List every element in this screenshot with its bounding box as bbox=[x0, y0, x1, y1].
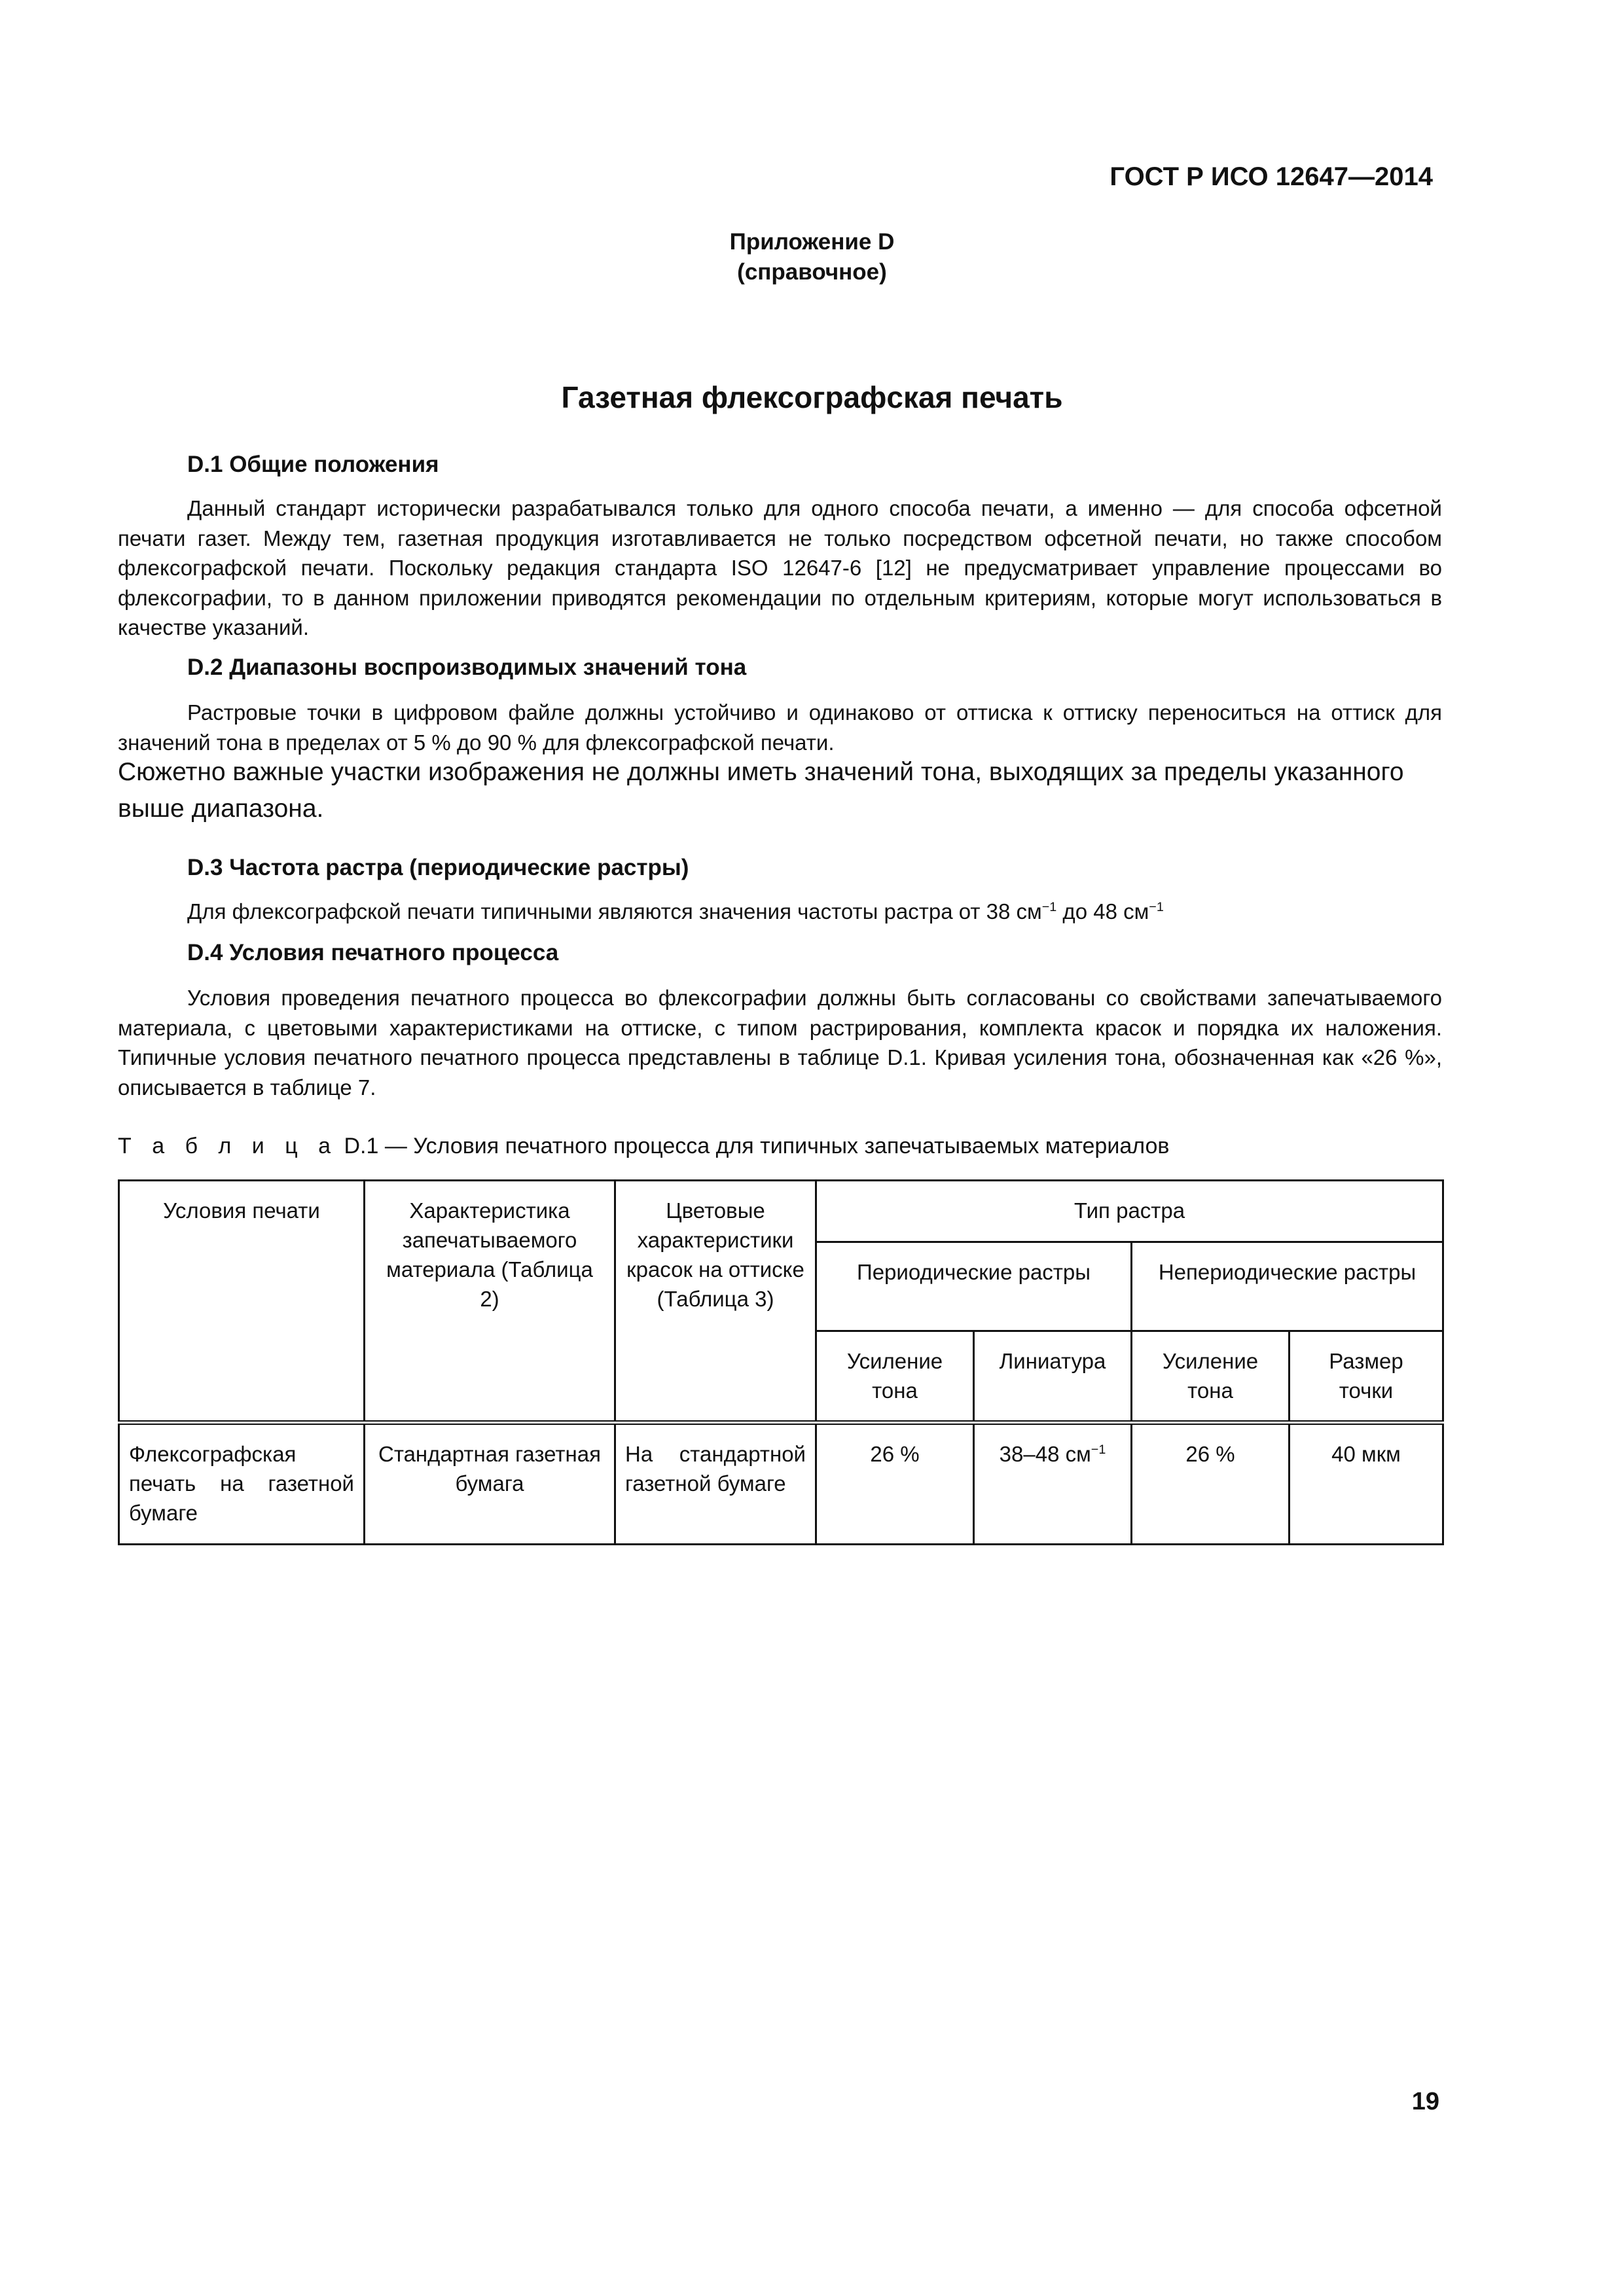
header-tone-gain-nonperiodic: Усиление тона bbox=[1132, 1331, 1290, 1423]
header-raster-type: Тип растра bbox=[816, 1181, 1443, 1242]
header-tone-gain: Усиление тона bbox=[816, 1331, 974, 1423]
section-heading-d2: D.2 Диапазоны воспроизводимых значений тона bbox=[187, 655, 747, 680]
header-lineature: Линиатура bbox=[974, 1331, 1132, 1423]
table-row bbox=[119, 1423, 1443, 1545]
appendix-subtitle: (справочное) bbox=[737, 259, 887, 285]
appendix-title: Приложение D bbox=[729, 229, 895, 255]
section-text-d1: Данный стандарт исторически разрабатывался только для одного способа печати, а именно — для способа офсетной печати газет. Между тем, газетная продукция изготавливается не только посредством офсетной печати, но также способом флексографской печати. Поскольку редакция стандарта ISO 12647-6 [12] не предусматривает управление процессами во флексографии, то в данном приложении приводятся рекомендации по отдельным критериям, которые могут использоваться в качестве указаний. bbox=[118, 496, 1442, 639]
table-caption-text: D.1 — Условия печатного процесса для типичных запечатываемых материалов bbox=[338, 1134, 1170, 1158]
cell-lineature-value: 38–48 см bbox=[999, 1442, 1091, 1466]
section-heading-d1: D.1 Общие положения bbox=[187, 452, 439, 477]
header-periodic: Периодические растры bbox=[816, 1242, 1132, 1331]
section-heading-d4: D.4 Условия печатного процесса bbox=[187, 940, 559, 965]
page-number: 19 bbox=[1411, 2088, 1439, 2115]
cell-tone-gain: 26 % bbox=[816, 1423, 974, 1545]
d3-text-part-b: до 48 см bbox=[1056, 899, 1149, 924]
cell-colors: На стандартной газетной бумаге bbox=[615, 1423, 816, 1545]
d3-superscript-a: −1 bbox=[1041, 900, 1057, 914]
header-material: Характеристика запечатываемого материала (Таблица 2) bbox=[365, 1181, 615, 1423]
section-text-d2: Растровые точки в цифровом файле должны устойчиво и одинаково от оттиска к оттиску переноситься на оттиск для значений тона в пределах от 5 % до 90 % для флексографской печати. bbox=[118, 700, 1442, 755]
cell-tone-gain-nonperiodic: 26 % bbox=[1132, 1423, 1290, 1545]
table-caption-prefix: Т а б л и ц а bbox=[118, 1134, 338, 1158]
header-dot-size: Размер точки bbox=[1290, 1331, 1443, 1423]
cell-conditions: Флексографская печать на газетной бумаге bbox=[119, 1423, 365, 1545]
cell-material: Стандартная газетная бумага bbox=[365, 1423, 615, 1545]
section-heading-d3: D.3 Частота растра (периодические растры) bbox=[187, 855, 689, 880]
document-id: ГОСТ Р ИСО 12647—2014 bbox=[1110, 162, 1433, 191]
page-title: Газетная флексографская печать bbox=[561, 380, 1063, 414]
header-nonperiodic: Непериодические растры bbox=[1132, 1242, 1443, 1331]
cell-dot-size: 40 мкм bbox=[1290, 1423, 1443, 1545]
d3-superscript-b: −1 bbox=[1149, 900, 1164, 914]
section-text-d4: Условия проведения печатного процесса во флексографии должны быть согласованы со свойствами запечатываемого материала, с цветовыми характеристиками на оттиске, с типом растрирования, комплекта красок и порядка их наложения. Типичные условия печатного печатного процесса представлены в таблице D.1. Кривая усиления тона, обозначенная как «26 %», описывается в таблице 7. bbox=[118, 986, 1442, 1100]
section-text-d2-note: Сюжетно важные участки изображения не должны иметь значений тона, выходящих за пределы указанного выше диапазона. bbox=[118, 758, 1404, 823]
header-color-characteristics: Цветовые характеристики красок на оттиске (Таблица 3) bbox=[615, 1181, 816, 1423]
d3-text-part-a: Для флексографской печати типичными являются значения частоты растра от 38 см bbox=[187, 899, 1042, 924]
cell-lineature-superscript: −1 bbox=[1091, 1443, 1106, 1457]
cell-lineature bbox=[974, 1423, 1132, 1545]
section-text-d3 bbox=[118, 897, 1442, 927]
table-caption bbox=[118, 1134, 1169, 1159]
header-print-conditions: Условия печати bbox=[119, 1181, 365, 1423]
process-conditions-table bbox=[118, 1179, 1444, 1545]
